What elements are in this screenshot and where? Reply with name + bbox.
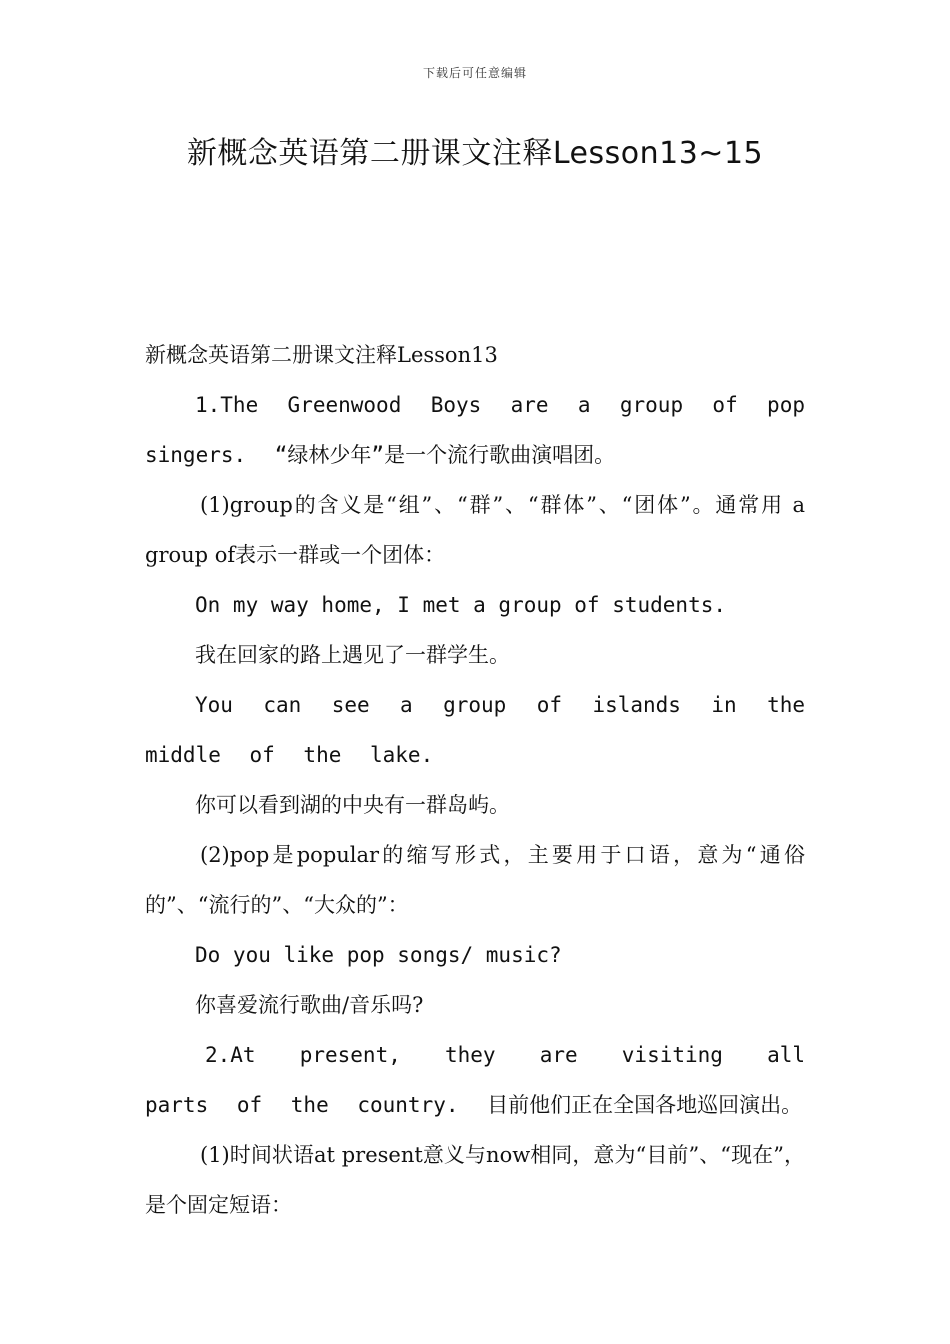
example-en-1: On my way home, I met a group of students. bbox=[195, 593, 727, 617]
lesson-heading: 新概念英语第二册课文注释Lesson13 bbox=[145, 343, 498, 367]
document-body bbox=[145, 330, 805, 1230]
example-en-2: You can see a group of islands in the middle of the lake. bbox=[145, 693, 805, 767]
note-1-1: (1)group的含义是“组”、“群”、“群体”、“团体”。通常用 a group of表示一群或一个团体： bbox=[145, 493, 805, 567]
document-title: 新概念英语第二册课文注释Lesson13~15 bbox=[186, 136, 764, 171]
sentence-2: 2.At present, they are visiting all parts of the country. 目前他们正在全国各地巡回演出。 bbox=[145, 1043, 805, 1117]
example-zh-2: 你可以看到湖的中央有一群岛屿。 bbox=[195, 793, 510, 817]
note-1-2: (2)pop是popular的缩写形式，主要用于口语，意为“通俗的”、“流行的”、“大众的”： bbox=[145, 843, 805, 917]
example-en-3: Do you like pop songs/ music? bbox=[195, 943, 562, 967]
example-zh-3: 你喜爱流行歌曲/音乐吗? bbox=[195, 993, 424, 1017]
header-note: 下载后可任意编辑 bbox=[422, 66, 527, 80]
example-zh-1: 我在回家的路上遇见了一群学生。 bbox=[195, 643, 510, 667]
sentence-1: 1.The Greenwood Boys are a group of pop singers. “绿林少年”是一个流行歌曲演唱团。 bbox=[145, 393, 805, 467]
note-2-1: (1)时间状语at present意义与now相同，意为“目前”、“现在”，是个固定短语： bbox=[145, 1143, 805, 1217]
